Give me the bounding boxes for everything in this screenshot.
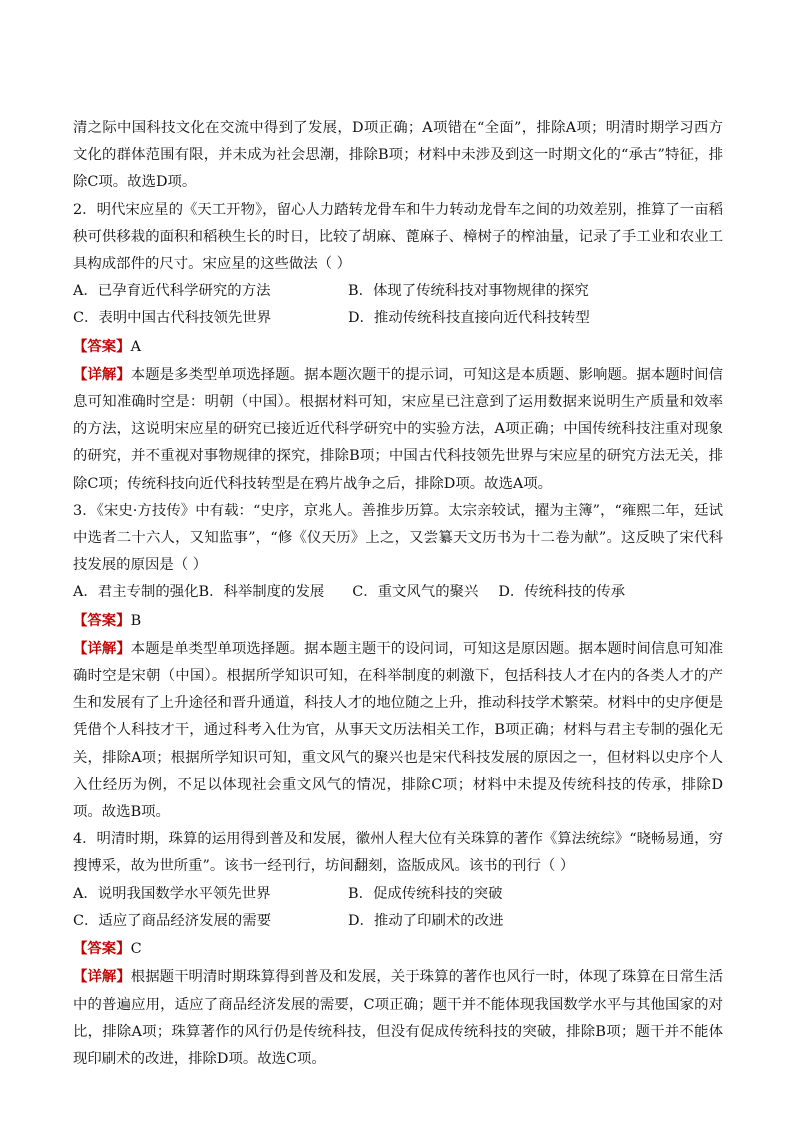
question-stem: 4．明清时期，珠算的运用得到普及和发展，徽州人程大位有关珠算的著作《算法统综》“晓畅易通，穷搜博采，故为世所重”。该书一经刊行，坊间翻刻，盗版成风。该书的刊行（ ）: [73, 831, 723, 875]
intro-paragraph: 清之际中国科技文化在交流中得到了发展，D项正确；A项错在“全面”，排除A项；明清时期学习西方文化的群体范围有限，并未成为社会思潮，排除B项；材料中未涉及到这一时期文化的“承古”特征，排除C项。故选D项。: [73, 120, 723, 191]
answer-tag: 【答案】: [73, 337, 131, 355]
option-d: D．传统科技的传承: [498, 584, 626, 601]
explanation: [73, 361, 723, 498]
option-row: [73, 908, 723, 935]
answer-line: [73, 333, 723, 361]
detail-text: 根据题干明清时期珠算得到普及和发展，关于珠算的著作也风行一时，体现了珠算在日常生活中的普遍应用，适应了商品经济发展的需要，C项正确；题干并不能体现我国数学水平与其他国家的对比，排除A项；珠算著作的风行仍是传统科技，但没有促成传统科技的突破，排除B项；题干并不能体现印刷术的改进，排除D项。故选C项。: [73, 969, 723, 1067]
question-stem: 2．明代宋应星的《天工开物》，留心人力踏转龙骨车和牛力转动龙骨车之间的功效差别，推算了一亩稻秧可供移栽的面积和稻秧生长的时日，比较了胡麻、蓖麻子、樟树子的榨油量，记录了手工业和农业工具构成部件的尺寸。宋应星的这些做法（ ）: [73, 201, 723, 273]
option-row: [73, 278, 723, 305]
question-3: [73, 498, 723, 826]
explanation: [73, 635, 723, 826]
option-row: [73, 579, 723, 606]
document-page: [73, 115, 723, 1073]
explanation: [73, 963, 723, 1073]
option-row: [73, 881, 723, 908]
detail-text: 本题是多类型单项选择题。据本题次题干的提示词，可知这是本质题、影响题。据本题时间信息可知准确时空是：明朝（中国）。根据材料可知，宋应星已注意到了运用数据来说明生产质量和效率的方法，这说明宋应星的研究已接近近代科学研究中的实验方法，A项正确；中国传统科技注重对现象的研究，并不重视对事物规律的探究，排除B项；中国古代科技领先世界与宋应星的研究方法无关，排除C项；传统科技向近代科技转型是在鸦片战争之后，排除D项。故选A项。: [73, 366, 723, 492]
answer-value: B: [130, 612, 142, 629]
question-stem: 3．《宋史·方技传》中有载：“史序，京兆人。善推步历算。太宗亲较试，擢为主簿”，“雍熙二年，廷试中选者二十六人，又知监事”，“修《仪天历》上之，又尝纂天文历书为十二卷为献”。这反映了宋代科技发展的原因是（ ）: [73, 502, 723, 574]
answer-tag: 【答案】: [73, 611, 131, 629]
detail-tag: 【详解】: [73, 365, 131, 383]
option-b: B．体现了传统科技对事物规律的探究: [348, 283, 589, 300]
option-d: D．推动传统科技直接向近代科技转型: [348, 310, 590, 327]
answer-line: [73, 607, 723, 635]
option-d: D．推动了印刷术的改进: [348, 912, 504, 929]
option-c: C．重文风气的聚兴: [352, 584, 479, 601]
detail-text: 本题是单类型单项选择题。据本题主题干的设问词，可知这是原因题。据本题时间信息可知准确时空是宋朝（中国）。根据所学知识可知，在科举制度的刺激下，包括科技人才在内的各类人才的产生和发展有了上升途径和晋升通道，科技人才的地位随之上升，推动科技学术繁荣。材料中的史序便是凭借个人科技才干，通过科考入仕为官，从事天文历法相关工作，B项正确；材料与君主专制的强化无关，排除A项；根据所学知识可知，重文风气的聚兴也是宋代科技发展的原因之一，但材料以史序个人入仕经历为例，不足以体现社会重文风气的情况，排除C项；材料中未提及传统科技的传承，排除D项。故选B项。: [73, 640, 723, 821]
option-b: B．促成传统科技的突破: [348, 885, 503, 902]
question-2: [73, 197, 723, 498]
option-a: A．说明我国数学水平领先世界: [73, 885, 271, 902]
answer-value: C: [130, 941, 142, 958]
option-a: A．已孕育近代科学研究的方法: [73, 283, 271, 300]
option-row: [73, 305, 723, 332]
option-c: C．表明中国古代科技领先世界: [73, 310, 272, 327]
answer-tag: 【答案】: [73, 940, 131, 958]
detail-tag: 【详解】: [73, 639, 131, 657]
option-b: B．科举制度的发展: [198, 584, 325, 601]
question-4: [73, 826, 723, 1073]
option-c: C．适应了商品经济发展的需要: [73, 912, 272, 929]
option-a: A．君主专制的强化: [73, 584, 199, 601]
detail-tag: 【详解】: [73, 968, 131, 986]
answer-value: A: [130, 338, 141, 355]
answer-line: [73, 935, 723, 963]
